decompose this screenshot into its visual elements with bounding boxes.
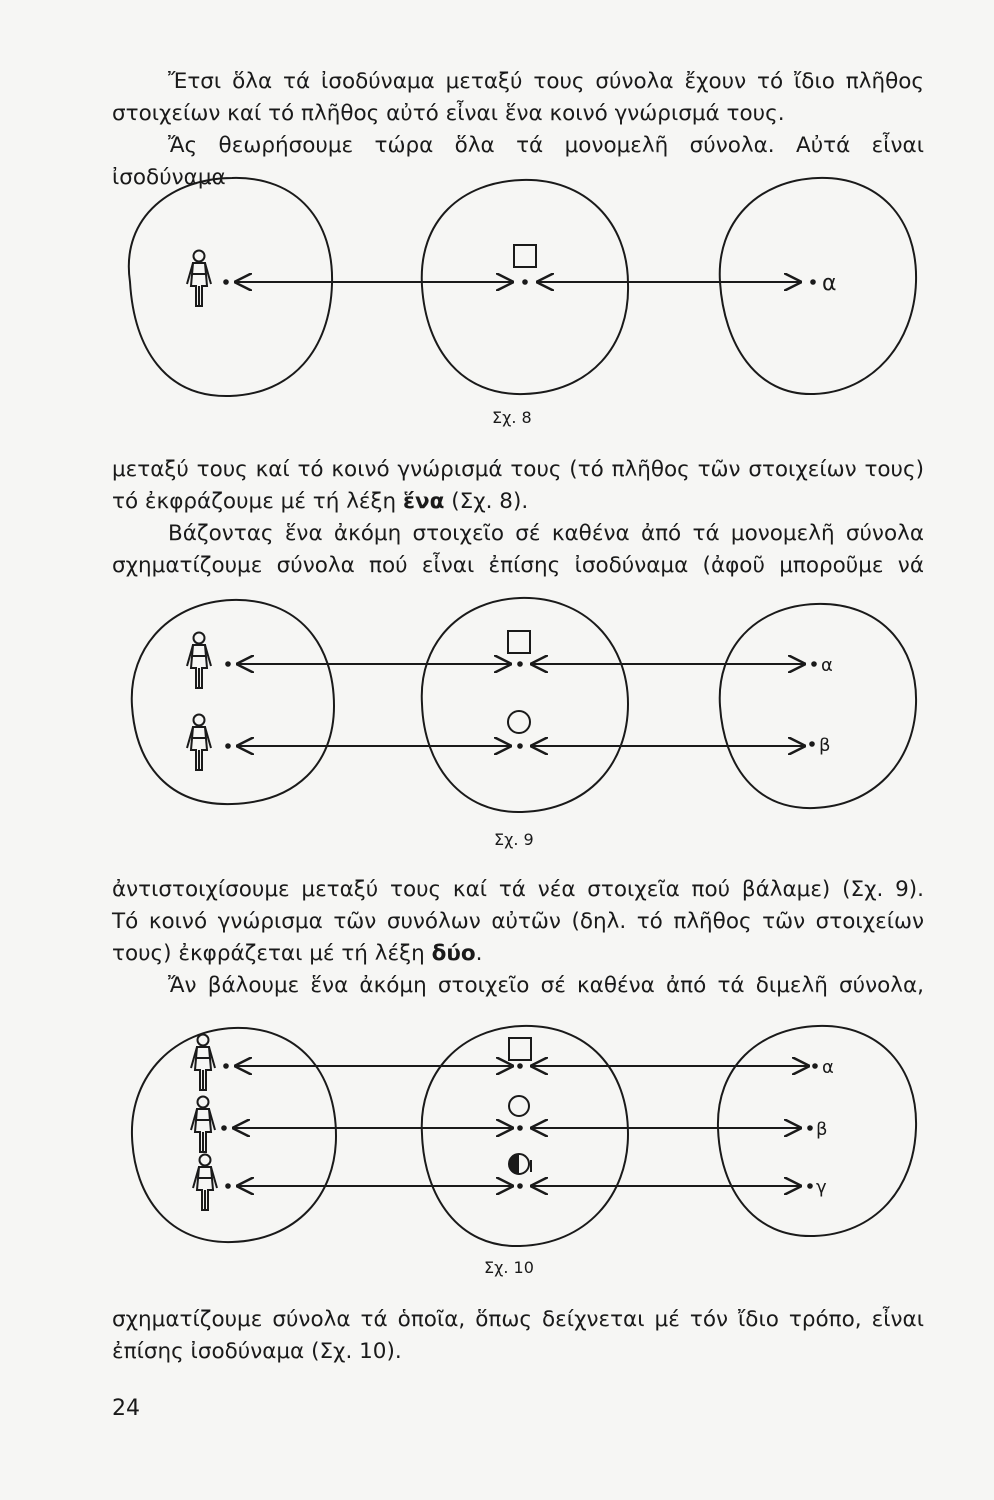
element-label-gamma: γ [816, 1177, 827, 1198]
person-icon [193, 1155, 217, 1211]
element-dot [810, 279, 816, 285]
text-line: σχηματίζουμε σύνολα πού εἶναι ἐπίσης ἰσοδύναμα (ἀφοῦ μποροῦμε νά [112, 553, 924, 578]
paragraph-3 [112, 874, 924, 1002]
set-circle [132, 600, 334, 804]
emphasized-word: ἕνα [403, 489, 445, 514]
text-line: Βάζοντας ἕνα ἀκόμη στοιχεῖο σέ καθένα ἀπό τά μονομελῆ σύνολα [168, 521, 924, 546]
text-line: ἀντιστοιχίσουμε μεταξύ τους καί τά νέα στοιχεῖα πού βάλαμε) (Σχ. 9). [112, 877, 924, 902]
text-line: Ἄς θεωρήσουμε τώρα ὅλα τά μονομελῆ σύνολα. Αὐτά εἶναι ἰσοδύναμα [112, 133, 924, 190]
element-label-alpha: α [822, 1057, 834, 1078]
square-icon [514, 245, 536, 267]
circle-icon [508, 711, 530, 733]
element-dot [807, 1125, 813, 1131]
person-icon [187, 715, 211, 771]
square-icon [509, 1038, 531, 1060]
text-segment: . [475, 941, 483, 966]
text-line: Ἄν βάλουμε ἕνα ἀκόμη στοιχεῖο σέ καθένα ἀπό τά διμελῆ σύνολα, [168, 973, 924, 998]
text-segment: τό ἐκφράζουμε μέ τή λέξη [112, 489, 403, 514]
element-dot [225, 743, 231, 749]
set-circle [422, 180, 628, 394]
page-number: 24 [112, 1396, 140, 1421]
element-dot [517, 1183, 523, 1189]
element-dot [223, 1063, 229, 1069]
element-label-beta: β [816, 1119, 828, 1140]
element-dot [221, 1125, 227, 1131]
figure-10-caption: Σχ. 10 [484, 1258, 534, 1277]
element-label-alpha: α [821, 655, 833, 676]
element-dot [812, 1063, 818, 1069]
set-circle [132, 1028, 336, 1242]
person-icon [187, 633, 211, 689]
circle-icon [509, 1096, 529, 1116]
element-dot [517, 1063, 523, 1069]
emphasized-word: δύο [431, 941, 476, 966]
element-dot [517, 661, 523, 667]
set-circle [720, 178, 916, 394]
figure-10 [132, 1026, 916, 1246]
element-dot [223, 279, 229, 285]
half-filled-circle-icon [509, 1154, 531, 1174]
paragraph-4 [112, 1304, 924, 1368]
set-circle [720, 604, 916, 808]
person-icon [191, 1097, 215, 1153]
text-line [112, 486, 924, 518]
text-line: στοιχείων καί τό πλῆθος αὐτό εἶναι ἕνα κοινό γνώρισμά τους. [112, 101, 785, 126]
element-dot [225, 661, 231, 667]
person-icon [187, 251, 211, 307]
figure-9-caption: Σχ. 9 [494, 830, 534, 849]
set-circle [422, 1026, 628, 1246]
text-line: ἐπίσης ἰσοδύναμα (Σχ. 10). [112, 1339, 402, 1364]
person-icon [191, 1035, 215, 1091]
element-dot [809, 741, 815, 747]
text-segment: (Σχ. 8). [444, 489, 529, 514]
text-line: Τό κοινό γνώρισμα τῶν συνόλων αὐτῶν (δηλ. τό πλῆθος τῶν στοιχείων [112, 909, 924, 934]
element-dot [517, 1125, 523, 1131]
element-dot [811, 661, 817, 667]
text-line: Ἔτσι ὅλα τά ἰσοδύναμα μεταξύ τους σύνολα ἔχουν τό ἴδιο πλῆθος [168, 69, 924, 94]
figure-8 [129, 178, 916, 396]
element-label-alpha: α [822, 271, 837, 296]
square-icon [508, 631, 530, 653]
text-line: σχηματίζουμε σύνολα τά ὁποῖα, ὅπως δείχνεται μέ τόν ἴδιο τρόπο, εἶναι [112, 1307, 924, 1332]
element-label-beta: β [819, 735, 831, 756]
element-dot [225, 1183, 231, 1189]
element-dot [522, 279, 528, 285]
figure-8-caption: Σχ. 8 [492, 408, 532, 427]
paragraph-2 [112, 454, 924, 582]
element-dot [807, 1183, 813, 1189]
figure-9 [132, 598, 916, 812]
text-line: μεταξύ τους καί τό κοινό γνώρισμά τους (τό πλῆθος τῶν στοιχείων τους) [112, 457, 924, 482]
text-segment: τους) ἐκφράζεται μέ τή λέξη [112, 941, 432, 966]
text-line [112, 938, 924, 970]
set-circle [129, 178, 332, 396]
element-dot [517, 743, 523, 749]
